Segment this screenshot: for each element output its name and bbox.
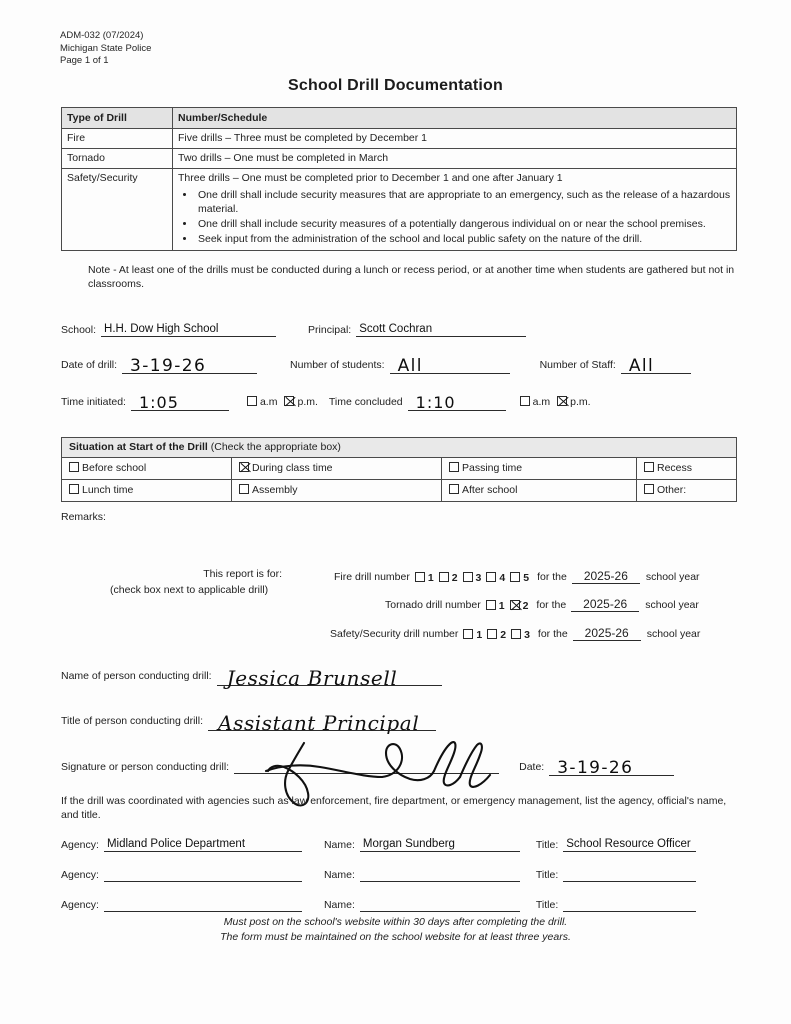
page-title: School Drill Documentation [288, 77, 503, 94]
time-initiated-am-checkbox[interactable] [247, 396, 257, 406]
agency-input[interactable]: Midland Police Department [104, 837, 302, 852]
situation-option-before-school[interactable] [62, 458, 232, 480]
school-label: School: [61, 324, 97, 336]
school-year-label: school year [645, 599, 699, 611]
issuing-agency: Michigan State Police [60, 42, 152, 54]
pm-label: p.m. [570, 396, 591, 408]
school-principal-row [61, 322, 526, 337]
fire-drill-number-label: Fire drill number [334, 571, 410, 583]
checkbox[interactable] [463, 629, 473, 639]
report-for-line1: This report is for: [203, 568, 282, 580]
form-id: ADM-032 (07/2024) [60, 30, 144, 41]
situation-table [61, 437, 737, 502]
signature-date-label: Date: [519, 761, 545, 773]
situation-heading [62, 438, 737, 458]
safety-drill-box-1[interactable] [463, 629, 482, 641]
situation-option-recess[interactable] [637, 458, 737, 480]
agency-name-input[interactable] [360, 867, 520, 882]
situation-heading-bold: Situation at Start of the Drill [69, 441, 208, 453]
number-of-students-input[interactable]: All [390, 359, 510, 374]
number-of-staff-input[interactable]: All [621, 359, 691, 374]
time-initiated-input[interactable]: 1:05 [131, 396, 229, 411]
agency-title-label: Title: [535, 899, 559, 911]
drill-type: Fire [62, 129, 173, 149]
safety-drill-box-2[interactable] [487, 629, 506, 641]
drill-schedule: Three drills – One must be completed prior to December 1 and one after January 1 [178, 172, 563, 184]
box-number: 4 [499, 572, 506, 584]
time-initiated-pm-checkbox[interactable] [284, 396, 294, 406]
pm-label: p.m. [297, 396, 318, 408]
report-for-line2: (check box next to applicable drill) [110, 584, 269, 596]
option-label: Passing time [462, 462, 523, 474]
situation-header-row [62, 438, 737, 458]
list-item: • Seek input from the administration of the school and local public safety on the nature of the drill. [196, 232, 731, 246]
checkbox[interactable] [463, 572, 473, 582]
safety-security-drill-number-label: Safety/Security drill number [330, 628, 459, 640]
time-initiated-label: Time initiated: [61, 396, 126, 408]
conductor-title-input[interactable]: Assistant Principal [208, 716, 436, 731]
footer-line-2: The form must be maintained on the school website for at least three years. [220, 931, 571, 943]
situation-option-other[interactable] [637, 480, 737, 502]
drill-requirement-list [178, 188, 731, 246]
checkbox[interactable] [510, 572, 520, 582]
checkbox[interactable] [486, 572, 496, 582]
passing-time-checkbox[interactable] [449, 462, 459, 472]
school-input[interactable]: H.H. Dow High School [101, 322, 276, 337]
agency-label: Agency: [61, 899, 99, 911]
fire-drill-box-3[interactable] [463, 572, 482, 584]
am-label: a.m [532, 396, 551, 408]
drill-type: Safety/Security [62, 169, 173, 251]
column-header-type: Type of Drill [62, 108, 173, 129]
conductor-name-label: Name of person conducting drill: [61, 670, 212, 682]
drill-schedule: Two drills – One must be completed in March [173, 149, 737, 169]
safety-drill-box-3[interactable] [511, 629, 530, 641]
checkbox[interactable] [486, 600, 496, 610]
number-of-staff-label: Number of Staff: [539, 359, 616, 371]
for-the-label: for the [537, 571, 567, 583]
for-the-label: for the [537, 628, 568, 640]
drill-schedule-cell [173, 169, 737, 251]
conductor-signature-row [61, 758, 674, 778]
drill-schedule-table [61, 107, 737, 251]
tornado-drill-box-1[interactable] [486, 600, 505, 612]
table-row [62, 480, 737, 502]
situation-option-after-school[interactable] [442, 480, 637, 502]
column-header-schedule: Number/Schedule [173, 108, 737, 129]
date-of-drill-input[interactable]: 3-19-26 [122, 359, 257, 374]
time-concluded-input[interactable]: 1:10 [408, 396, 506, 411]
checkbox[interactable] [487, 629, 497, 639]
table-row [62, 458, 737, 480]
agency-title-input[interactable]: School Resource Officer [563, 837, 696, 852]
box-number: 1 [498, 600, 505, 612]
agency-label: Agency: [61, 839, 99, 851]
safety-security-drill-number-row [330, 626, 705, 641]
time-concluded-pm-checkbox[interactable] [557, 396, 567, 406]
fire-drill-box-1[interactable] [415, 572, 434, 584]
option-label: Before school [82, 462, 147, 474]
principal-input[interactable]: Scott Cochran [356, 322, 526, 337]
tornado-drill-number-row [385, 597, 704, 612]
recess-checkbox[interactable] [644, 462, 654, 472]
signature-input[interactable] [234, 759, 499, 774]
tornado-drill-school-year[interactable]: 2025-26 [571, 597, 639, 612]
principal-label: Principal: [308, 324, 352, 336]
assembly-checkbox[interactable] [239, 484, 249, 494]
school-year-label: school year [646, 628, 701, 640]
table-row [62, 149, 737, 169]
fire-drill-box-5[interactable] [510, 572, 529, 584]
tornado-drill-number-label: Tornado drill number [385, 599, 481, 611]
schedule-note: Note - At least one of the drills must be conducted during a lunch or recess period, or at another time when students are gathered but not in classrooms. [88, 264, 735, 290]
situation-option-assembly[interactable] [232, 480, 442, 502]
fire-drill-box-4[interactable] [486, 572, 505, 584]
agency-title-input[interactable] [563, 897, 696, 912]
date-of-drill-label: Date of drill: [61, 359, 118, 371]
coordination-note: If the drill was coordinated with agencies such as law enforcement, fire department, or emergency management, list the agency, official's name, and title. [61, 795, 727, 821]
checkbox[interactable] [511, 629, 521, 639]
list-item: • One drill shall include security measures of a potentially dangerous individual on or near the school premises. [196, 217, 731, 231]
drill-date-row [61, 356, 691, 376]
conductor-name-row [61, 666, 442, 690]
table-header-row [62, 108, 737, 129]
agency-name-label: Name: [323, 899, 355, 911]
fire-drill-number-row [334, 569, 705, 584]
agency-input[interactable] [104, 897, 302, 912]
option-label: Other: [657, 484, 687, 496]
conductor-name-input[interactable]: Jessica Brunsell [217, 671, 442, 686]
situation-option-lunch-time[interactable] [62, 480, 232, 502]
agency-name-input[interactable] [360, 897, 520, 912]
document-meta [60, 30, 151, 68]
time-concluded-label: Time concluded [328, 396, 403, 408]
agency-input[interactable] [104, 867, 302, 882]
during-class-time-checkbox[interactable] [239, 462, 249, 472]
conductor-title-row [61, 711, 436, 735]
number-of-students-label: Number of students: [290, 359, 385, 371]
box-number: 2 [522, 600, 529, 612]
situation-option-during-class-time[interactable] [232, 458, 442, 480]
signature-date-input[interactable]: 3-19-26 [549, 761, 674, 776]
report-for-block [110, 566, 282, 598]
other-checkbox[interactable] [644, 484, 654, 494]
option-label: Lunch time [82, 484, 134, 496]
box-number: 1 [427, 572, 434, 584]
drill-type: Tornado [62, 149, 173, 169]
box-number: 1 [476, 629, 483, 641]
checkbox[interactable] [439, 572, 449, 582]
option-label: Assembly [252, 484, 298, 496]
agency-title-input[interactable] [563, 867, 696, 882]
situation-heading-rest: (Check the appropriate box) [207, 441, 341, 453]
remarks-label: Remarks: [61, 511, 106, 523]
list-item: • One drill shall include security measures that are appropriate to an emergency, such as the release of a hazardous material. [196, 188, 731, 216]
option-label: During class time [252, 462, 333, 474]
box-number: 2 [500, 629, 507, 641]
fire-drill-box-2[interactable] [439, 572, 458, 584]
time-concluded-am-checkbox[interactable] [520, 396, 530, 406]
for-the-label: for the [536, 599, 567, 611]
agency-title-label: Title: [535, 869, 559, 881]
agency-name-label: Name: [323, 839, 355, 851]
agency-title-label: Title: [535, 839, 559, 851]
agency-row [61, 897, 696, 912]
box-number: 2 [451, 572, 458, 584]
before-school-checkbox[interactable] [69, 462, 79, 472]
table-row [62, 169, 737, 251]
agency-name-label: Name: [323, 869, 355, 881]
page-number: Page 1 of 1 [60, 55, 109, 66]
agency-name-input[interactable]: Morgan Sundberg [360, 837, 520, 852]
am-label: a.m [259, 396, 278, 408]
box-number: 3 [475, 572, 482, 584]
box-number: 5 [523, 572, 530, 584]
tornado-drill-box-2[interactable] [510, 600, 529, 612]
drill-schedule: Five drills – Three must be completed by December 1 [173, 129, 737, 149]
signature-label: Signature or person conducting drill: [61, 761, 230, 773]
checkbox[interactable] [510, 600, 520, 610]
drill-time-row [61, 393, 596, 412]
footer-line-1: Must post on the school's website within 30 days after completing the drill. [223, 916, 568, 928]
agency-label: Agency: [61, 869, 99, 881]
after-school-checkbox[interactable] [449, 484, 459, 494]
safety-drill-school-year[interactable]: 2025-26 [573, 626, 641, 641]
table-row [62, 129, 737, 149]
option-label: Recess [657, 462, 693, 474]
option-label: After school [462, 484, 518, 496]
fire-drill-school-year[interactable]: 2025-26 [572, 569, 640, 584]
footer-note [0, 915, 791, 945]
situation-option-passing-time[interactable] [442, 458, 637, 480]
agency-row [61, 837, 696, 852]
agency-row [61, 867, 696, 882]
box-number: 3 [524, 629, 530, 641]
lunch-time-checkbox[interactable] [69, 484, 79, 494]
school-year-label: school year [645, 571, 700, 583]
checkbox[interactable] [415, 572, 425, 582]
conductor-title-label: Title of person conducting drill: [61, 715, 204, 727]
